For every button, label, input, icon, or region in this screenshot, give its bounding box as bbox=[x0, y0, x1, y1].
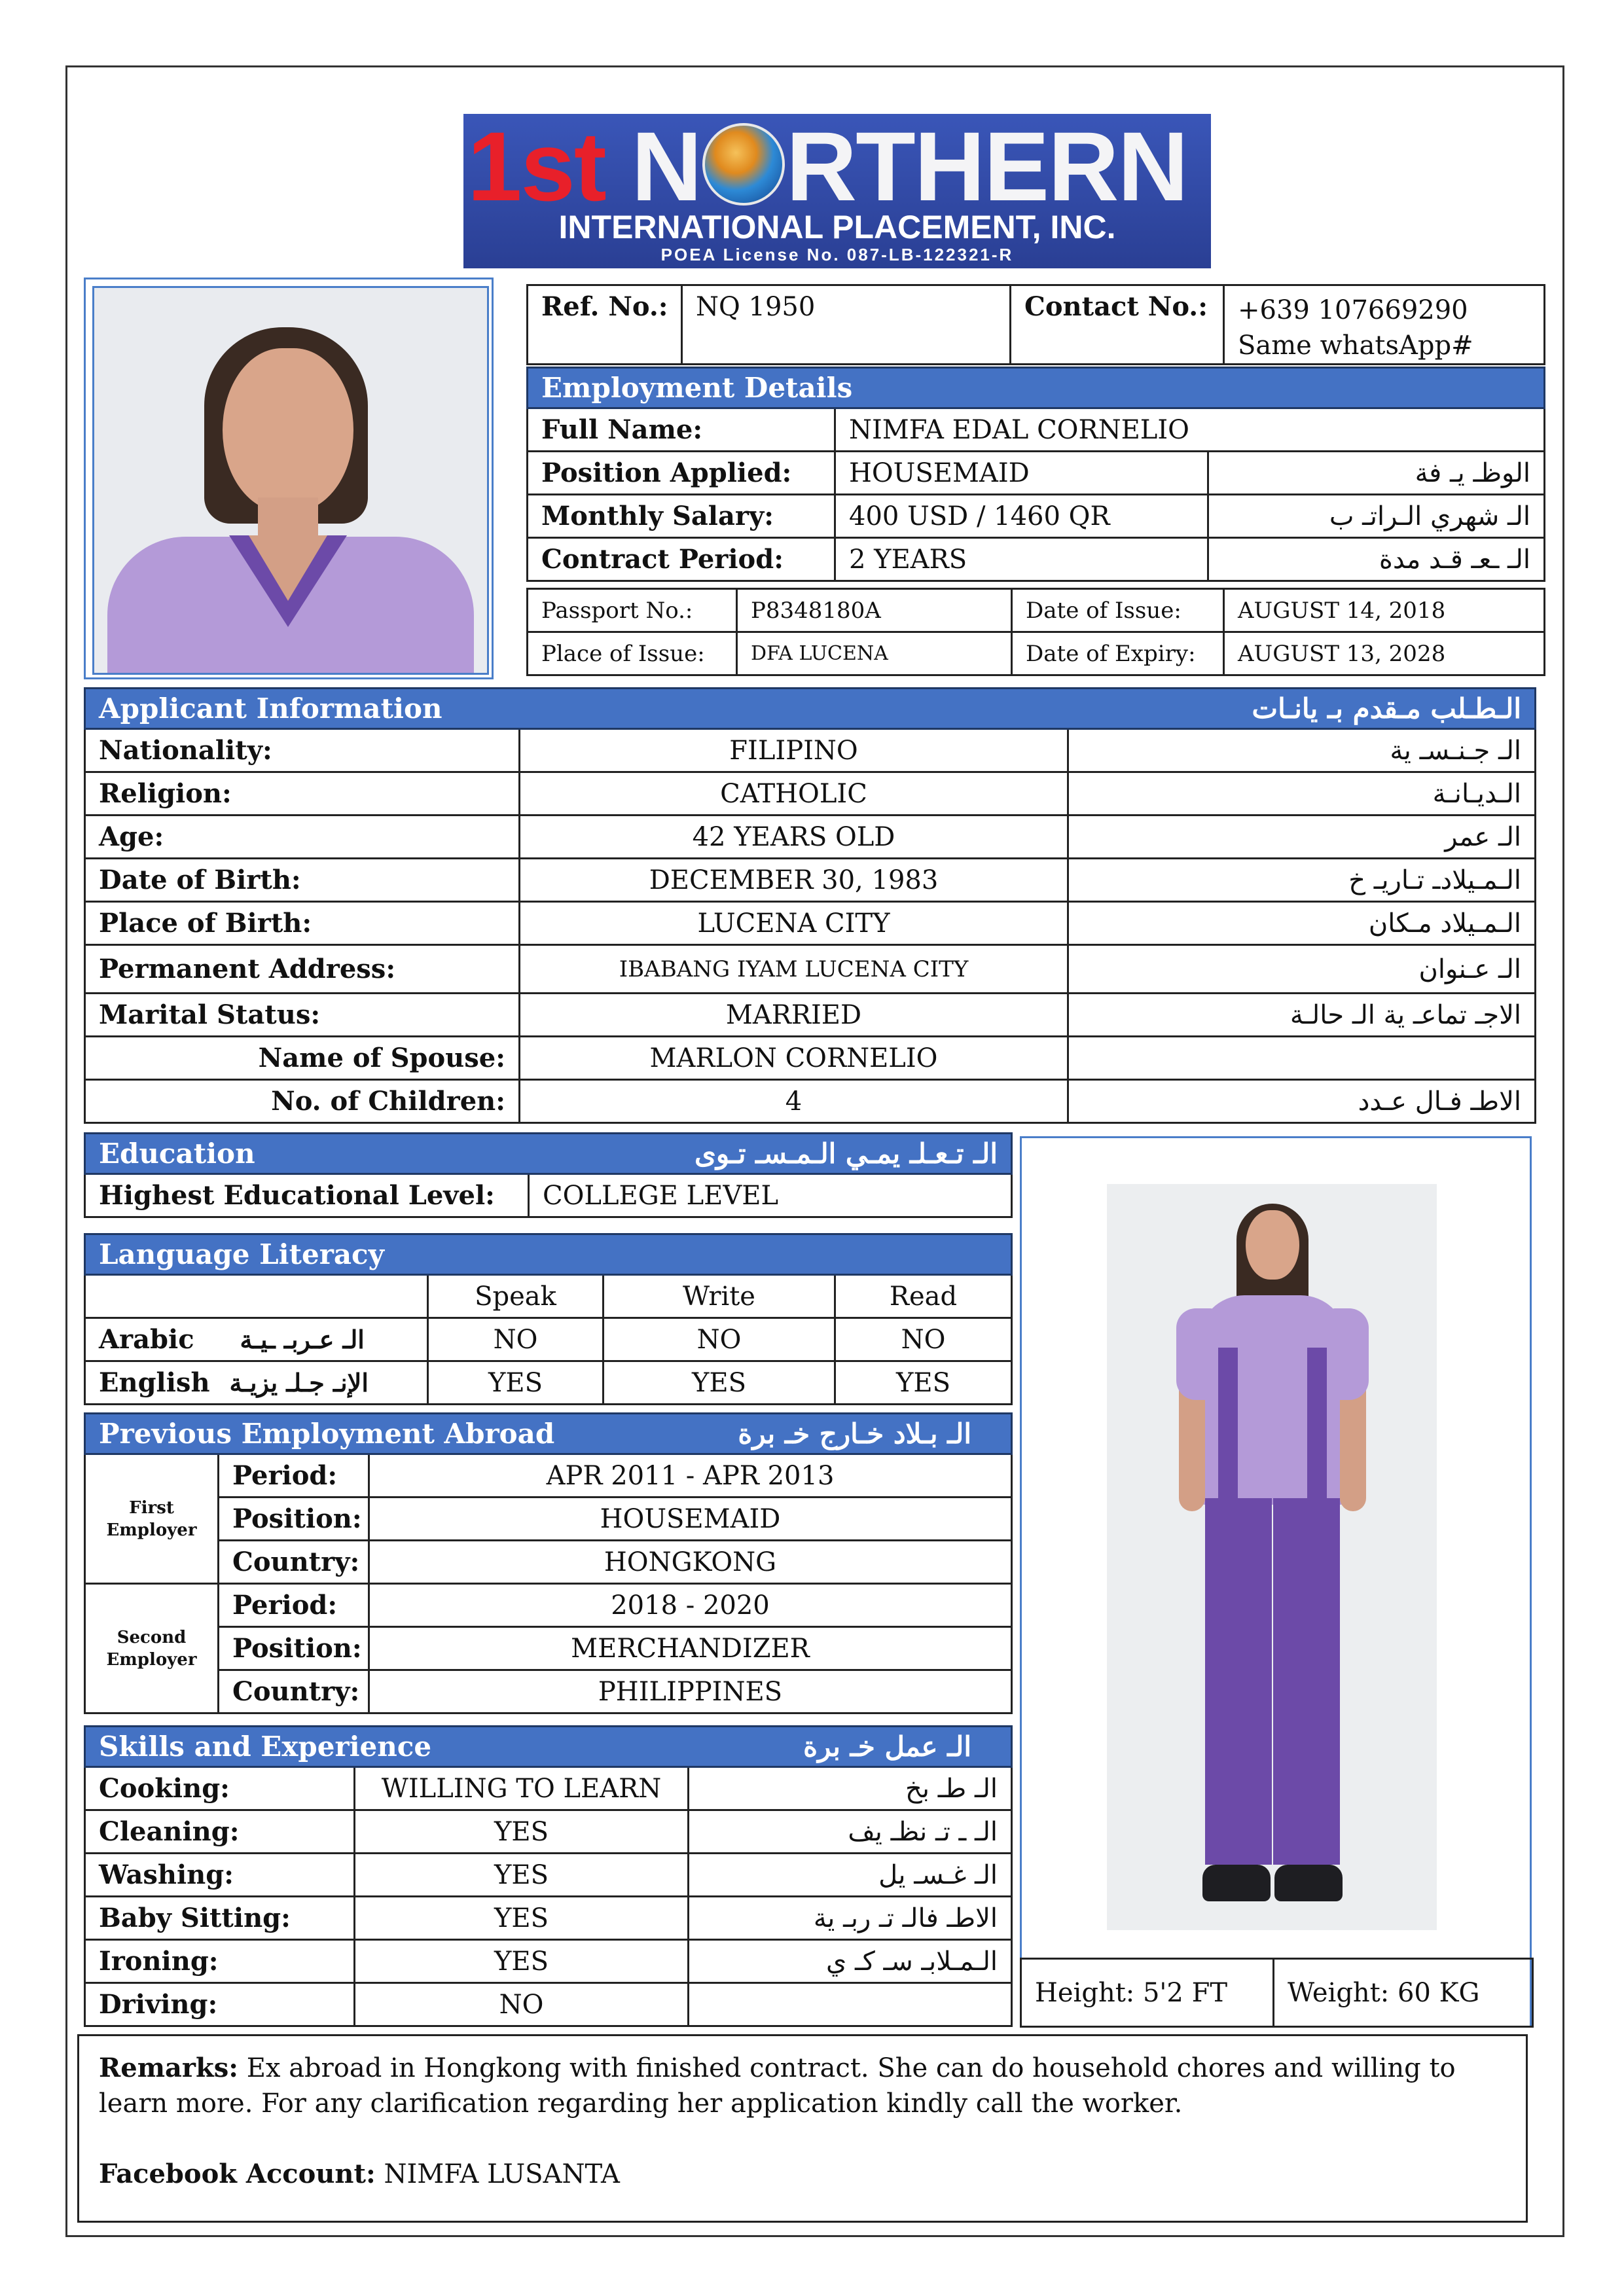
education-header bbox=[85, 1134, 1012, 1174]
contract-label: Contract Period: bbox=[528, 538, 835, 581]
contact-value bbox=[1224, 285, 1545, 365]
second-employer-title-2: Employer bbox=[106, 1649, 197, 1670]
previous-header bbox=[85, 1414, 1012, 1454]
second-position-value: MERCHANDIZER bbox=[369, 1627, 1012, 1670]
salary-value: 400 USD / 1460 QR bbox=[835, 495, 1208, 538]
english-write: YES bbox=[604, 1361, 835, 1405]
remarks-label: Remarks: bbox=[99, 2053, 239, 2083]
children-label: No. of Children: bbox=[85, 1080, 520, 1123]
remarks-paragraph bbox=[99, 2051, 1506, 2121]
marital-value: MARRIED bbox=[520, 994, 1068, 1037]
nationality-value: FILIPINO bbox=[520, 729, 1068, 772]
previous-employment-table bbox=[84, 1412, 1013, 1714]
shoe-left bbox=[1202, 1865, 1271, 1901]
cooking-value: WILLING TO LEARN bbox=[355, 1767, 689, 1810]
logo-license: POEA License No. 087-LB-122321-R bbox=[660, 245, 1014, 264]
washing-arabic: الـ غـسـ يل bbox=[689, 1854, 1012, 1897]
spouse-value: MARLON CORNELIO bbox=[520, 1037, 1068, 1080]
dob-arabic: الـمـيلادـ تـاريـ خ bbox=[1068, 859, 1536, 902]
cleaning-arabic: الـ ـ تـ نظـ يف bbox=[689, 1810, 1012, 1854]
religion-arabic: الـديـانـة bbox=[1068, 772, 1536, 816]
first-position-value: HOUSEMAID bbox=[369, 1498, 1012, 1541]
passport-no-value: P8348180A bbox=[737, 589, 1012, 632]
babysitting-label: Baby Sitting: bbox=[85, 1897, 355, 1940]
uniform-pants-left bbox=[1205, 1498, 1272, 1865]
arabic-read: NO bbox=[835, 1318, 1012, 1361]
first-position-label: Position: bbox=[219, 1498, 369, 1541]
speak-header: Speak bbox=[428, 1275, 604, 1318]
position-label: Position Applied: bbox=[528, 452, 835, 495]
marital-arabic: الاجـ تماعـ ية الـ حالـة bbox=[1068, 994, 1536, 1037]
arabic-write: NO bbox=[604, 1318, 835, 1361]
uniform-panel-right bbox=[1307, 1348, 1327, 1505]
first-period-value: APR 2011 - APR 2013 bbox=[369, 1454, 1012, 1498]
salary-arabic: الـ شهري الـراتـ ب bbox=[1208, 495, 1545, 538]
spouse-arabic bbox=[1068, 1037, 1536, 1080]
remarks-text: Ex abroad in Hongkong with finished contract. She can do household chores and willing to learn more. For any clarification regarding her application kindly call the worker. bbox=[99, 2053, 1456, 2119]
skills-header-ar: الـ عمل خـ برة bbox=[803, 1730, 971, 1763]
arabic-lang-ar: الـ عـربـ ـيـة bbox=[240, 1324, 365, 1354]
full-name-label: Full Name: bbox=[528, 408, 835, 452]
expiry-date-value: AUGUST 13, 2028 bbox=[1224, 632, 1545, 675]
children-arabic: الاطـ فـال عـدد bbox=[1068, 1080, 1536, 1123]
nationality-arabic: الـ جـنـسـ ية bbox=[1068, 729, 1536, 772]
write-header: Write bbox=[604, 1275, 835, 1318]
ref-contact-table bbox=[526, 284, 1545, 365]
driving-arabic bbox=[689, 1983, 1012, 2026]
height-weight-table bbox=[1020, 1958, 1534, 2028]
logo-n: N bbox=[631, 114, 701, 221]
washing-label: Washing: bbox=[85, 1854, 355, 1897]
issue-date-label: Date of Issue: bbox=[1012, 589, 1224, 632]
english-speak: YES bbox=[428, 1361, 604, 1405]
second-country-label: Country: bbox=[219, 1670, 369, 1713]
facebook-line bbox=[99, 2157, 1506, 2192]
uniform-pants-right bbox=[1273, 1498, 1340, 1865]
nationality-label: Nationality: bbox=[85, 729, 520, 772]
age-arabic: الـ عمر bbox=[1068, 816, 1536, 859]
pob-value: LUCENA CITY bbox=[520, 902, 1068, 945]
issue-place-value: DFA LUCENA bbox=[737, 632, 1012, 675]
ref-value: NQ 1950 bbox=[682, 285, 1011, 365]
religion-label: Religion: bbox=[85, 772, 520, 816]
english-lang-en: English bbox=[99, 1367, 210, 1398]
language-literacy-table bbox=[84, 1233, 1013, 1405]
cleaning-value: YES bbox=[355, 1810, 689, 1854]
education-label: Highest Educational Level: bbox=[85, 1174, 529, 1217]
contact-whatsapp: Same whatsApp# bbox=[1238, 331, 1473, 361]
ref-label: Ref. No.: bbox=[528, 285, 682, 365]
english-read: YES bbox=[835, 1361, 1012, 1405]
logo-rthern: RTHERN bbox=[785, 114, 1187, 221]
full-body-photo bbox=[1020, 1136, 1532, 2028]
marital-label: Marital Status: bbox=[85, 994, 520, 1037]
cooking-label: Cooking: bbox=[85, 1767, 355, 1810]
skills-header bbox=[85, 1727, 1012, 1767]
logo-wordmark bbox=[463, 114, 1211, 221]
skills-header-en: Skills and Experience bbox=[99, 1730, 432, 1763]
remarks-box bbox=[77, 2034, 1528, 2223]
passport-table bbox=[526, 588, 1545, 676]
sleeve-right bbox=[1328, 1308, 1369, 1400]
sleeve-left bbox=[1176, 1308, 1217, 1400]
weight-value: Weight: 60 KG bbox=[1274, 1959, 1533, 2027]
previous-header-en: Previous Employment Abroad bbox=[99, 1417, 555, 1450]
issue-place-label: Place of Issue: bbox=[528, 632, 737, 675]
salary-label: Monthly Salary: bbox=[528, 495, 835, 538]
first-country-label: Country: bbox=[219, 1541, 369, 1584]
address-arabic: الـ عـنوان bbox=[1068, 945, 1536, 994]
logo-first: 1st bbox=[467, 114, 605, 221]
children-value: 4 bbox=[520, 1080, 1068, 1123]
second-employer-title-1: Second bbox=[117, 1627, 187, 1647]
english-lang-ar: الإنـ جـلـ يزيـة bbox=[229, 1367, 369, 1397]
contract-value: 2 YEARS bbox=[835, 538, 1208, 581]
language-header: Language Literacy bbox=[85, 1234, 1012, 1275]
dob-label: Date of Birth: bbox=[85, 859, 520, 902]
washing-value: YES bbox=[355, 1854, 689, 1897]
agency-logo bbox=[463, 114, 1211, 268]
skills-table bbox=[84, 1725, 1013, 2027]
height-value: Height: 5'2 FT bbox=[1021, 1959, 1274, 2027]
contact-phone: +639 107669290 bbox=[1238, 295, 1468, 325]
shoe-right bbox=[1274, 1865, 1343, 1901]
second-position-label: Position: bbox=[219, 1627, 369, 1670]
pob-label: Place of Birth: bbox=[85, 902, 520, 945]
babysitting-value: YES bbox=[355, 1897, 689, 1940]
second-country-value: PHILIPPINES bbox=[369, 1670, 1012, 1713]
employment-details-table bbox=[526, 367, 1545, 582]
age-value: 42 YEARS OLD bbox=[520, 816, 1068, 859]
education-header-ar: الـ تـعـلـ يمـي الـمـسـ تـوى bbox=[694, 1137, 998, 1170]
full-name-value: NIMFA EDAL CORNELIO bbox=[835, 408, 1545, 452]
applicant-header bbox=[85, 689, 1536, 729]
babysitting-arabic: الاطـ فالـ تـ ربـ ية bbox=[689, 1897, 1012, 1940]
logo-subtitle: INTERNATIONAL PLACEMENT, INC. bbox=[558, 209, 1116, 245]
globe-icon bbox=[702, 123, 785, 206]
applicant-information-table bbox=[84, 687, 1536, 1124]
full-body-image bbox=[1107, 1184, 1437, 1930]
first-employer-title-1: First bbox=[129, 1498, 174, 1518]
spouse-label: Name of Spouse: bbox=[85, 1037, 520, 1080]
first-period-label: Period: bbox=[219, 1454, 369, 1498]
read-header: Read bbox=[835, 1275, 1012, 1318]
first-country-value: HONGKONG bbox=[369, 1541, 1012, 1584]
previous-header-ar: الـ بـلاد خـارج خـ برة bbox=[738, 1417, 971, 1450]
driving-value: NO bbox=[355, 1983, 689, 2026]
facebook-label: Facebook Account: bbox=[99, 2159, 376, 2189]
issue-date-value: AUGUST 14, 2018 bbox=[1224, 589, 1545, 632]
education-value: COLLEGE LEVEL bbox=[529, 1174, 1012, 1217]
contract-arabic: الـ ـعـ قـد مدة bbox=[1208, 538, 1545, 581]
expiry-date-label: Date of Expiry: bbox=[1012, 632, 1224, 675]
language-corner bbox=[85, 1275, 428, 1318]
position-arabic: الوظـ يـ فة bbox=[1208, 452, 1545, 495]
ironing-value: YES bbox=[355, 1940, 689, 1983]
first-employer-label bbox=[85, 1454, 219, 1584]
cleaning-label: Cleaning: bbox=[85, 1810, 355, 1854]
ironing-label: Ironing: bbox=[85, 1940, 355, 1983]
neckline bbox=[249, 535, 327, 601]
face-shape-full bbox=[1246, 1210, 1299, 1280]
religion-value: CATHOLIC bbox=[520, 772, 1068, 816]
contact-label: Contact No.: bbox=[1011, 285, 1224, 365]
dob-value: DECEMBER 30, 1983 bbox=[520, 859, 1068, 902]
applicant-header-ar: الـطـلب مـقدم بـ يانـات bbox=[1252, 692, 1521, 725]
age-label: Age: bbox=[85, 816, 520, 859]
english-lang-label bbox=[85, 1361, 428, 1405]
arabic-speak: NO bbox=[428, 1318, 604, 1361]
facebook-value: NIMFA LUSANTA bbox=[375, 2159, 620, 2189]
second-period-value: 2018 - 2020 bbox=[369, 1584, 1012, 1627]
applicant-header-en: Applicant Information bbox=[99, 692, 442, 725]
second-employer-label bbox=[85, 1584, 219, 1713]
address-label: Permanent Address: bbox=[85, 945, 520, 994]
portrait-photo bbox=[84, 278, 494, 679]
education-header-en: Education bbox=[99, 1137, 255, 1170]
ironing-arabic: الـمـلابـ سـ كـ ي bbox=[689, 1940, 1012, 1983]
face-shape bbox=[223, 348, 353, 512]
education-table bbox=[84, 1132, 1013, 1218]
address-value: IBABANG IYAM LUCENA CITY bbox=[520, 945, 1068, 994]
pob-arabic: الـمـيلاد مـكان bbox=[1068, 902, 1536, 945]
uniform-panel-left bbox=[1218, 1348, 1238, 1505]
cooking-arabic: الـ طـ بخ bbox=[689, 1767, 1012, 1810]
first-employer-title-2: Employer bbox=[106, 1520, 197, 1540]
passport-no-label: Passport No.: bbox=[528, 589, 737, 632]
second-period-label: Period: bbox=[219, 1584, 369, 1627]
portrait-image bbox=[92, 286, 489, 675]
employment-header: Employment Details bbox=[528, 368, 1545, 408]
arabic-lang-label bbox=[85, 1318, 428, 1361]
arabic-lang-en: Arabic bbox=[99, 1323, 194, 1355]
driving-label: Driving: bbox=[85, 1983, 355, 2026]
position-value: HOUSEMAID bbox=[835, 452, 1208, 495]
